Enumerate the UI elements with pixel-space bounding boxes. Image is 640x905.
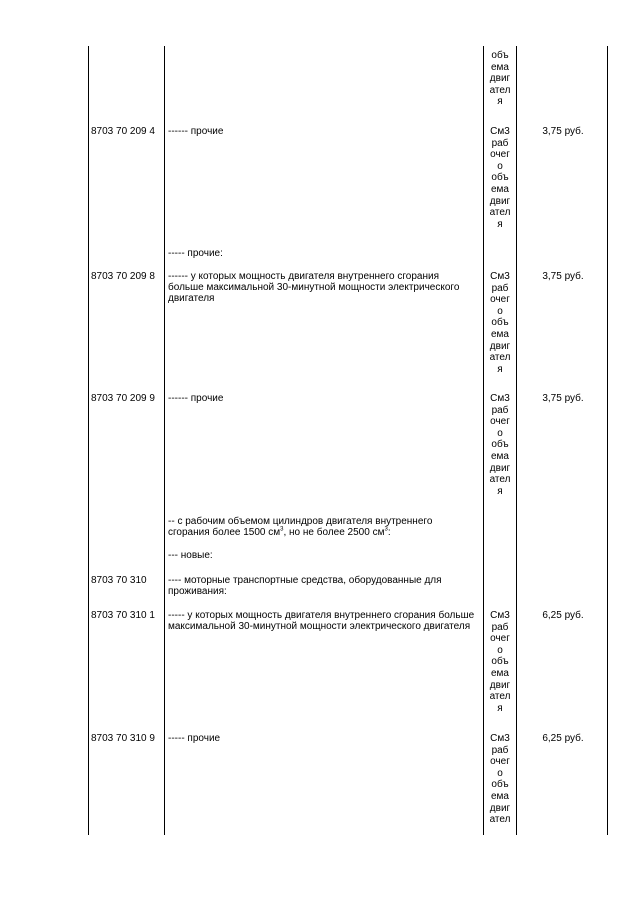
table-row-description: ----- прочие:: [168, 248, 223, 259]
table-border-right: [607, 46, 608, 835]
description-text: , но не более 2500 см: [283, 527, 385, 538]
superscript: 3: [280, 526, 284, 533]
table-divider-description: [483, 46, 484, 835]
table-row-code: 8703 70 209 9: [91, 393, 155, 404]
table-row-description: ----- прочие: [168, 733, 221, 744]
table-row-description: ----- у которых мощность двигателя внутреннего сгорания больше максимальной 30-минутной мощности электрического двигателя: [168, 610, 475, 632]
table-row-description: ------ у которых мощность двигателя внутреннего сгорания больше максимальной 30-минутной мощности электрического двигателя: [168, 271, 460, 304]
table-divider-code: [164, 46, 165, 835]
table-divider-unit: [516, 46, 517, 835]
table-border-left: [88, 46, 89, 835]
table-row-rate: 6,25 руб.: [542, 610, 584, 621]
superscript: 3: [384, 526, 388, 533]
table-row-code: 8703 70 209 4: [91, 126, 155, 137]
table-row-description: ------ прочие: [168, 393, 224, 404]
table-row-code: 8703 70 310: [91, 575, 147, 586]
table-row-rate: 3,75 руб.: [542, 271, 584, 282]
table-row-code: 8703 70 310 9: [91, 733, 155, 744]
unit-cell-continuation: объ ема двиг ател я: [489, 50, 511, 108]
table-row-unit: См3 раб очег о объ ема двиг ател я: [489, 126, 511, 230]
table-row-description: --- новые:: [168, 550, 213, 561]
table-row-description: ---- моторные транспортные средства, оборудованные для проживания:: [168, 575, 442, 597]
description-text: :: [387, 527, 391, 538]
table-row-rate: 6,25 руб.: [542, 733, 584, 744]
table-row-description: [168, 516, 476, 538]
table-row-code: 8703 70 209 8: [91, 271, 155, 282]
table-row-description: ------ прочие: [168, 126, 224, 137]
table-row-unit: См3 раб очег о объ ема двиг ател я: [489, 271, 511, 375]
table-row-rate: 3,75 руб.: [542, 126, 584, 137]
table-row-unit: См3 раб очег о объ ема двиг ател: [489, 733, 511, 826]
table-row-unit: См3 раб очег о объ ема двиг ател я: [489, 393, 511, 497]
description-text: -- с рабочим объемом цилиндров двигателя внутреннего сгорания более 1500 см: [168, 516, 433, 538]
table-row-unit: См3 раб очег о объ ема двиг ател я: [489, 610, 511, 714]
table-row-rate: 3,75 руб.: [542, 393, 584, 404]
table-row-code: 8703 70 310 1: [91, 610, 155, 621]
